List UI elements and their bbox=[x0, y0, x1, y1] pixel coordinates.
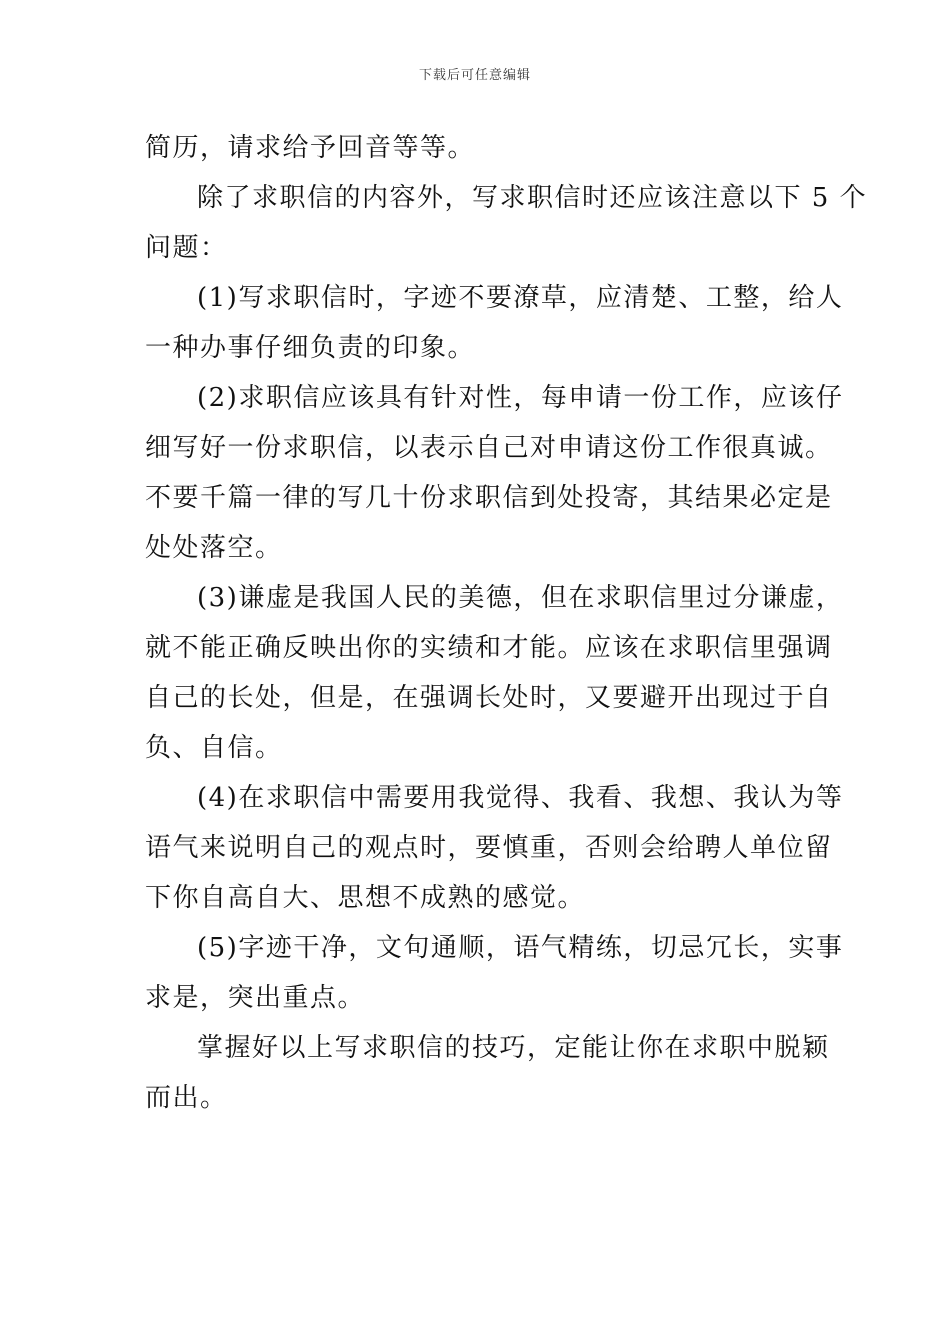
page-header: 下载后可任意编辑 bbox=[418, 68, 531, 83]
text-line: 简历，请求给予回音等等。 bbox=[145, 133, 476, 163]
text-line: 语气来说明自己的观点时，要慎重，否则会给聘人单位留 bbox=[145, 833, 833, 863]
text-line: 细写好一份求职信，以表示自己对申请这份工作很真诚。 bbox=[145, 433, 833, 463]
text-line: 求是，突出重点。 bbox=[145, 983, 366, 1013]
document-body bbox=[145, 123, 868, 1123]
text-line: 负、自信。 bbox=[145, 733, 283, 763]
text-line: 一种办事仔细负责的印象。 bbox=[145, 333, 476, 363]
text-line: 而出。 bbox=[145, 1083, 228, 1113]
text-line: 自己的长处，但是，在强调长处时，又要避开出现过于自 bbox=[145, 683, 833, 713]
point-1-line: (1)写求职信时，字迹不要潦草，应清楚、工整，给人 bbox=[197, 283, 844, 313]
point-2-line: (2)求职信应该具有针对性，每申请一份工作，应该仔 bbox=[197, 383, 844, 413]
text-line: 问题： bbox=[145, 233, 228, 263]
point-3-line: (3)谦虚是我国人民的美德，但在求职信里过分谦虚， bbox=[197, 583, 844, 613]
paragraph-intro-line: 除了求职信的内容外，写求职信时还应该注意以下 5 个 bbox=[197, 183, 868, 213]
text-line: 不要千篇一律的写几十份求职信到处投寄，其结果必定是 bbox=[145, 483, 833, 513]
conclusion-line: 掌握好以上写求职信的技巧，定能让你在求职中脱颖 bbox=[197, 1033, 830, 1063]
text-line: 下你自高自大、思想不成熟的感觉。 bbox=[145, 883, 586, 913]
point-5-line: (5)字迹干净，文句通顺，语气精练，切忌冗长，实事 bbox=[197, 933, 844, 963]
point-4-line: (4)在求职信中需要用我觉得、我看、我想、我认为等 bbox=[197, 783, 844, 813]
text-line: 处处落空。 bbox=[145, 533, 283, 563]
text-line: 就不能正确反映出你的实绩和才能。应该在求职信里强调 bbox=[145, 633, 833, 663]
